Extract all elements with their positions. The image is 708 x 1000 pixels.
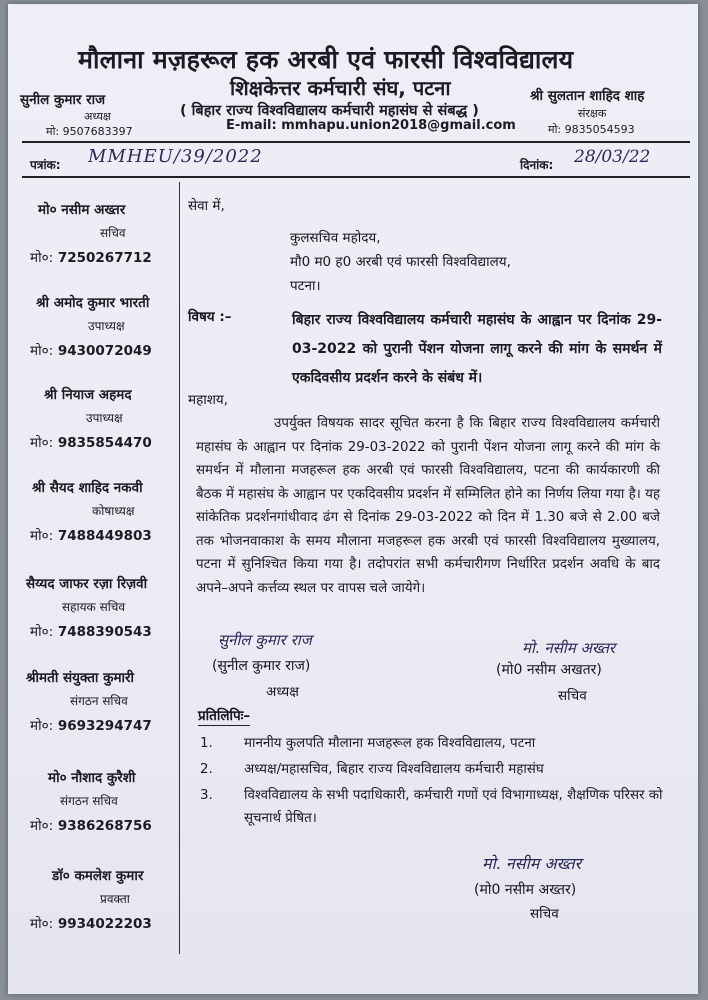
header-left-name: सुनील कुमार राज: [20, 92, 106, 108]
mobile-number: 9693294747: [57, 718, 152, 734]
member-mobile: [30, 526, 152, 544]
header-divider-top: [22, 141, 690, 143]
member-mobile: [30, 816, 152, 834]
member-role: कोषाध्यक्ष: [92, 504, 135, 518]
member-name: श्री सैयद शाहिद नकवी: [32, 480, 143, 496]
cc-label-text: प्रतिलिपिः–: [198, 708, 251, 724]
mobile-number: 9386268756: [57, 818, 152, 834]
member-name: मो० नसीम अख्तर: [38, 202, 126, 218]
date-value: 28/03/22: [574, 147, 651, 167]
member-name: सैय्यद जाफर रज़ा रिज़वी: [26, 576, 148, 592]
ref-number: MMHEU/39/2022: [88, 146, 263, 167]
member-role: सचिव: [100, 226, 126, 240]
mobile-label: मो०:: [30, 528, 54, 544]
member-name: श्री नियाज अहमद: [44, 387, 132, 403]
sidebar-divider: [179, 182, 180, 954]
mobile-label: मो०:: [30, 435, 54, 451]
header-right-role: संरक्षक: [578, 107, 607, 120]
signature-final: मो. नसीम अख्तर: [482, 854, 582, 873]
signatory-right-role: सचिव: [558, 688, 587, 704]
header-left-role: अध्यक्ष: [84, 110, 111, 123]
mobile-number: 9430072049: [57, 343, 152, 359]
member-role: संगठन सचिव: [60, 794, 118, 808]
member-mobile: [30, 716, 152, 734]
addressee-title: कुलसचिव महोदय,: [290, 230, 381, 246]
member-role: सहायक सचिव: [62, 600, 126, 614]
university-title: मौलाना मज़हरूल हक अरबी एवं फारसी विश्वविद्यालय: [78, 45, 574, 74]
header-left-mobile: मो: 9507683397: [46, 125, 133, 138]
member-role: प्रवक्ता: [100, 892, 130, 906]
signatory-left-name: (सुनील कुमार राज): [212, 658, 311, 674]
member-name: श्रीमती संयुक्ता कुमारी: [26, 670, 135, 686]
cc-number: 2.: [200, 762, 213, 777]
mobile-label: मो०:: [30, 343, 54, 359]
member-name: मो० नौशाद कुरैशी: [48, 770, 136, 786]
date-label: दिनांक:: [520, 158, 554, 172]
greeting: महाशय,: [188, 392, 229, 408]
mobile-number: 7250267712: [57, 250, 152, 266]
cc-text: विश्वविद्यालय के सभी पदाधिकारी, कर्मचारी गणों एवं विभागाध्यक्ष, शैक्षणिक परिसर को सूचनार्थ प्रेषित।: [244, 788, 663, 826]
member-role: संगठन सचिव: [70, 694, 128, 708]
mobile-number: 7488449803: [57, 528, 152, 544]
addressee-city: पटना।: [290, 278, 321, 294]
header-right-name: श्री सुलतान शाहिद शाह: [530, 88, 645, 104]
signature-left: सुनील कुमार राज: [218, 631, 312, 649]
member-mobile: [30, 433, 152, 451]
mobile-number: 7488390543: [57, 624, 152, 640]
signature-right: मो. नसीम अख्तर: [522, 639, 616, 657]
member-name: डॉ० कमलेश कुमार: [52, 868, 144, 884]
mobile-label: मो०:: [30, 916, 54, 932]
salutation-to: सेवा में,: [188, 198, 225, 214]
cc-list: [200, 732, 670, 833]
union-name: शिक्षकेत्तर कर्मचारी संघ, पटना: [230, 76, 451, 100]
list-item: [200, 758, 670, 781]
member-role: उपाध्यक्ष: [88, 319, 125, 333]
mobile-label: मो०:: [30, 250, 54, 266]
mobile-number: 9835854470: [57, 435, 152, 451]
member-mobile: [30, 914, 152, 932]
letter-body: [196, 412, 660, 600]
cc-text: माननीय कुलपति मौलाना मजहरूल हक विश्वविद्यालय, पटना: [244, 736, 536, 751]
addressee-institution: मौ0 म0 ह0 अरबी एवं फारसी विश्वविद्यालय,: [290, 254, 511, 270]
final-signatory-name: (मो0 नसीम अख्तर): [474, 882, 577, 898]
header-divider-bottom: [22, 176, 690, 178]
mobile-number: 9934022203: [57, 916, 152, 932]
email-address: E-mail: mmhapu.union2018@gmail.com: [226, 118, 516, 133]
subject-label: विषय :–: [188, 309, 232, 325]
member-mobile: [30, 341, 152, 359]
member-mobile: [30, 248, 152, 266]
final-signatory-role: सचिव: [530, 906, 559, 922]
cc-text: अध्यक्ष/महासचिव, बिहार राज्य विश्वविद्यालय कर्मचारी महासंघ: [244, 762, 544, 777]
mobile-label: मो०:: [30, 718, 54, 734]
cc-label: [198, 706, 250, 724]
cc-number: 3.: [200, 788, 213, 803]
list-item: [200, 732, 670, 755]
letter-page: [8, 4, 698, 994]
affiliation-line: ( बिहार राज्य विश्वविद्यालय कर्मचारी महासंघ से संबद्ध ): [180, 103, 479, 119]
member-role: उपाध्यक्ष: [86, 411, 123, 425]
signatory-right-name: (मो0 नसीम अखतर): [496, 662, 602, 678]
cc-number: 1.: [200, 736, 213, 751]
signatory-left-role: अध्यक्ष: [266, 684, 299, 700]
header-right-mobile: मो: 9835054593: [548, 123, 635, 136]
letter-body-text: उपर्युक्त विषयक सादर सूचित करना है कि बिहार राज्य विश्वविद्यालय कर्मचारी महासंघ के आह्वान पर दिनांक 29-03-2022 को पुरानी पेंशन योजना लागू करने की मांग के समर्थन में मौलाना मजहरूल हक अरबी एवं फारसी विश्वविद्यालय, पटना की कार्यकारणी की बैठक में महासंघ के आह्वान पर एकदिवसीय प्रदर्शन में सम्मिलित होने का निर्णय लिया गया है। यह सांकेतिक प्रदर्शनगांधीवाद ढंग से दिनांक 29-03-2022 को दिन में 1.30 बजे से 2.00 बजे तक भोजनवाकाश के समय मौलाना मजहरूल हक अरबी एवं फारसी विश्वविद्यालय मुख्यालय, पटना में सुनिश्चित किया गया है। तदोपरांत सभी कर्मचारीगण निर्धारित प्रदर्शन अवधि के बाद अपने–अपने कर्त्तव्य स्थल पर वापस चले जायेगे।: [196, 416, 660, 596]
member-name: श्री अमोद कुमार भारती: [36, 295, 150, 311]
mobile-label: मो०:: [30, 818, 54, 834]
subject-text: बिहार राज्य विश्वविद्यालय कर्मचारी महासंघ के आह्वान पर दिनांक 29-03-2022 को पुरानी पेंशन योजना लागू करने की मांग के समर्थन में एकदिवसीय प्रदर्शन करने के संबंध में।: [292, 312, 662, 386]
list-item: [200, 784, 670, 830]
mobile-label: मो०:: [30, 624, 54, 640]
ref-label: पत्रांक:: [30, 158, 61, 172]
member-mobile: [30, 622, 152, 640]
